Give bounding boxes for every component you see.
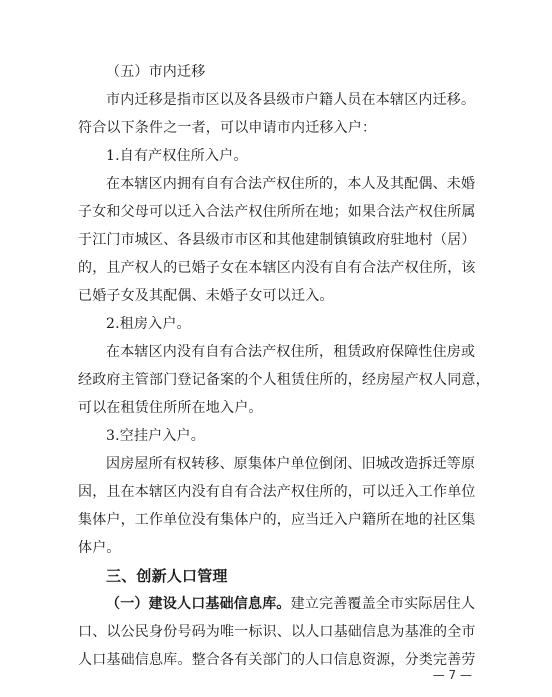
page-number: — 7 — <box>432 668 472 682</box>
section-heading-population-management: 三、创新人口管理 <box>106 567 228 585</box>
paragraph-line: 人口基础信息库。整合各有关部门的人口信息资源，分类完善劳 <box>78 652 476 668</box>
paragraph-line: 子女和父母可以迁入合法产权住所所在地；如果合法产权住所属 <box>78 204 476 220</box>
paragraph-line: 体户。 <box>78 540 121 556</box>
paragraph-line: 在本辖区内没有自有合法产权住所，租赁政府保障性住房或 <box>106 344 476 360</box>
paragraph-line <box>78 590 480 618</box>
subsection-heading-population-database: （一）建设人口基础信息库。 <box>106 596 291 612</box>
paragraph-line: 在本辖区内拥有自有合法产权住所的，本人及其配偶、未婚 <box>106 176 476 192</box>
section-heading-intra-city-migration: （五）市内迁移 <box>106 64 206 80</box>
paragraph-line: 的，且产权人的已婚子女在本辖区内没有自有合法产权住所，该 <box>78 260 476 276</box>
item-heading-owned-property: 1.自有产权住所入户。 <box>106 148 248 164</box>
paragraph-line: 集体户，工作单位没有集体户的，应当迁入户籍所在地的社区集 <box>78 512 476 528</box>
paragraph-line: 经政府主管部门登记备案的个人租赁住所的，经房屋产权人同意， <box>78 372 490 388</box>
paragraph-line: 可以在租赁住所所在地入户。 <box>78 400 263 416</box>
paragraph-line: 因，且在本辖区内没有自有合法产权住所的，可以迁入工作单位 <box>78 484 476 500</box>
paragraph-line: 已婚子女及其配偶、未婚子女可以迁入。 <box>78 288 334 304</box>
paragraph-text: 建立完善覆盖全市实际居住人 <box>290 596 476 612</box>
document-body <box>78 58 490 674</box>
paragraph-line: 符合以下条件之一者，可以申请市内迁移入户： <box>78 120 377 136</box>
paragraph-line: 因房屋所有权转移、原集体户单位倒闭、旧城改造拆迁等原 <box>106 456 476 472</box>
paragraph-line: 市内迁移是指市区以及各县级市户籍人员在本辖区内迁移。 <box>106 92 476 108</box>
item-heading-rental: 2.租房入户。 <box>106 316 191 332</box>
paragraph-line: 于江门市城区、各县级市市区和其他建制镇镇政府驻地村（居） <box>78 232 476 248</box>
paragraph-line: 口、以公民身份号码为唯一标识、以人口基础信息为基准的全市 <box>78 624 476 640</box>
item-heading-nominal-registration: 3.空挂户入户。 <box>106 428 205 444</box>
